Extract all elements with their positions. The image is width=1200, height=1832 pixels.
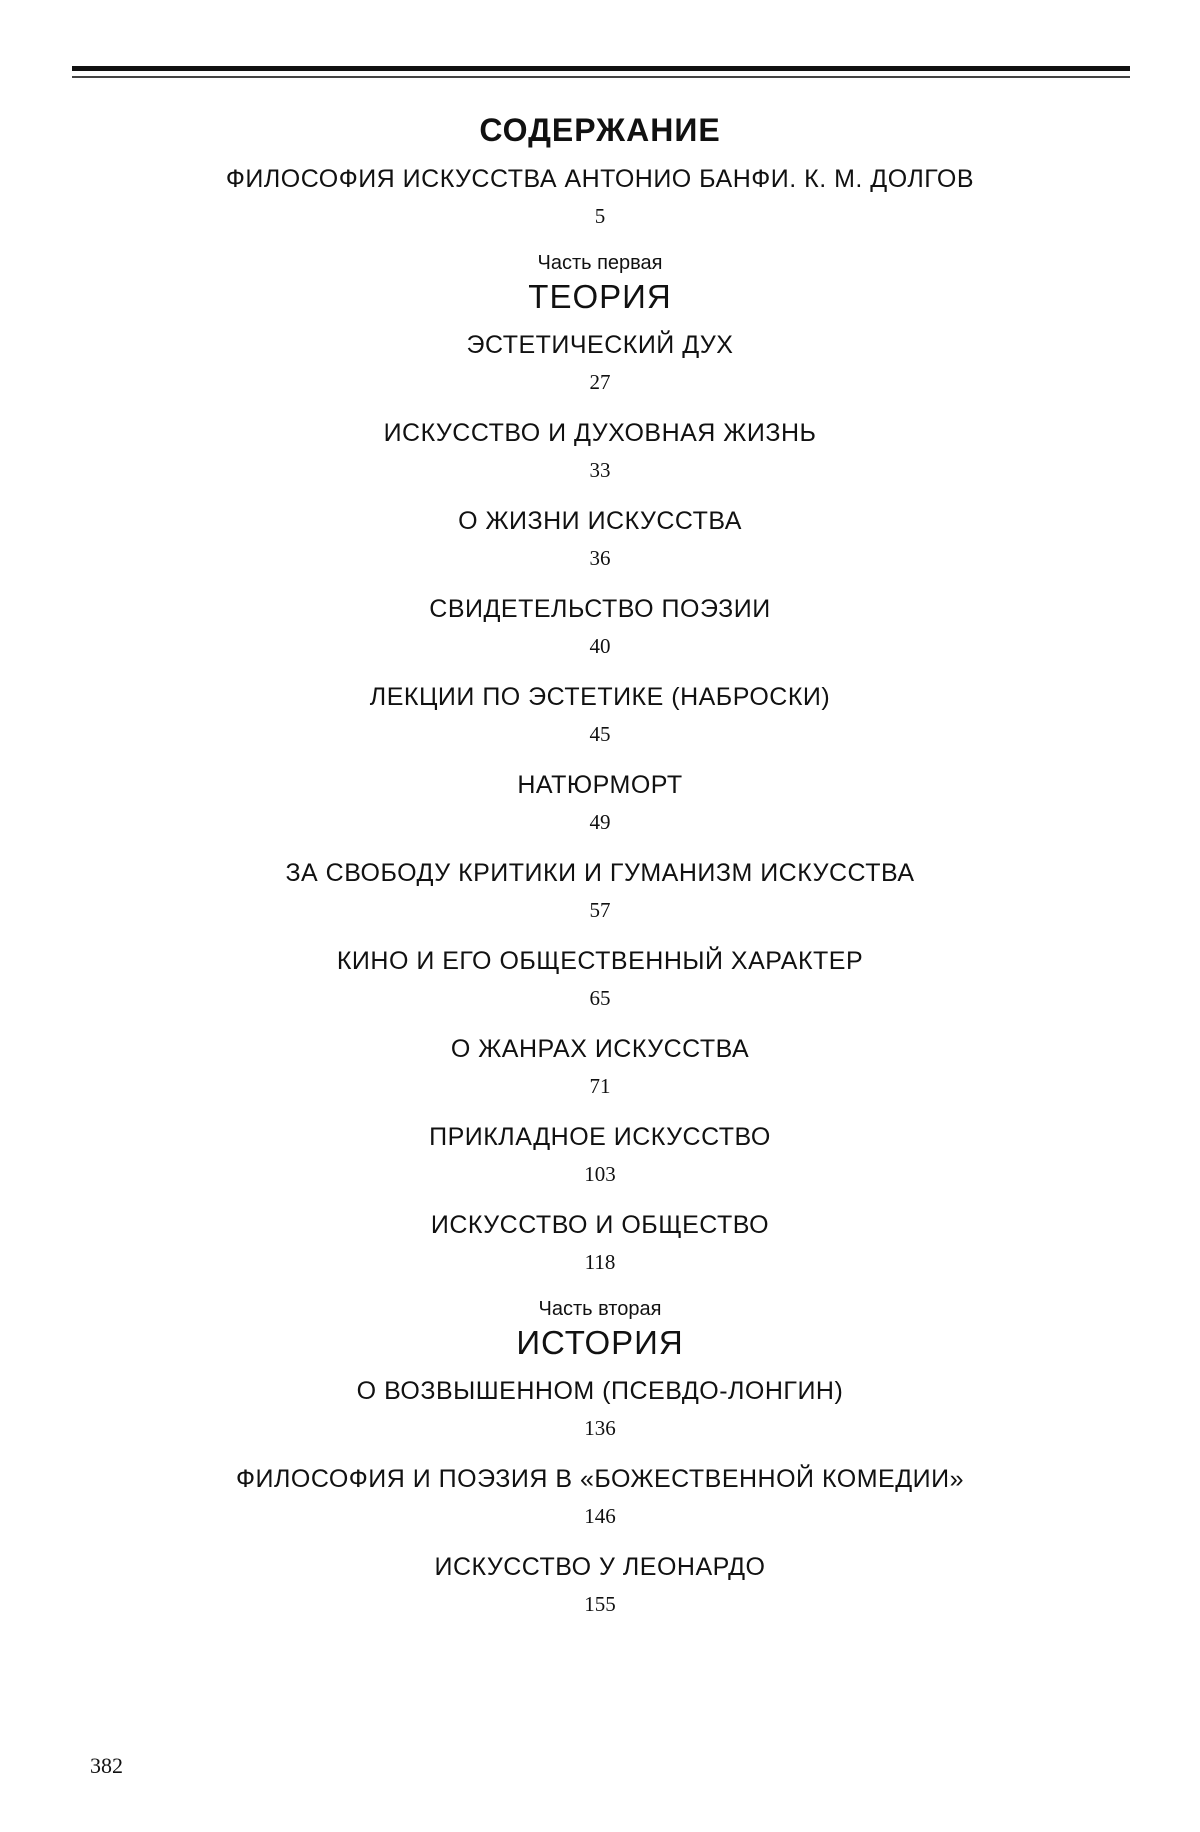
toc-entry-title: ФИЛОСОФИЯ И ПОЭЗИЯ В «БОЖЕСТВЕННОЙ КОМЕДИИ» bbox=[236, 1465, 964, 1493]
toc-entry-title: КИНО И ЕГО ОБЩЕСТВЕННЫЙ ХАРАКТЕР bbox=[336, 947, 864, 975]
toc-entry-page: 40 bbox=[589, 634, 611, 658]
toc-entry-title: НАТЮРМОРТ bbox=[517, 771, 683, 799]
toc-entry-title: ЭСТЕТИЧЕСКИЙ ДУХ bbox=[466, 331, 734, 359]
toc-entry-title: ИСКУССТВО И ОБЩЕСТВО bbox=[430, 1211, 770, 1239]
part-title: ТЕОРИЯ bbox=[528, 278, 672, 315]
top-rule-thin bbox=[72, 76, 1130, 78]
contents-heading: СОДЕРЖАНИЕ bbox=[479, 112, 721, 148]
toc-entry-page: 33 bbox=[589, 458, 611, 482]
part-title: ИСТОРИЯ bbox=[516, 1324, 684, 1361]
toc-entry-page: 146 bbox=[584, 1504, 616, 1528]
toc-entry-page: 155 bbox=[584, 1592, 616, 1616]
toc-entry-page: 57 bbox=[589, 898, 611, 922]
toc-entry-page: 36 bbox=[589, 546, 611, 570]
part-label: Часть вторая bbox=[538, 1298, 662, 1320]
toc-entry-page: 103 bbox=[584, 1162, 616, 1186]
toc-entry-title: СВИДЕТЕЛЬСТВО ПОЭЗИИ bbox=[429, 595, 771, 623]
toc-entry-page: 71 bbox=[589, 1074, 611, 1098]
toc-entry-title: ПРИКЛАДНОЕ ИСКУССТВО bbox=[429, 1123, 771, 1151]
toc-entry-title: О ЖИЗНИ ИСКУССТВА bbox=[458, 507, 742, 535]
toc-entry-title: ЛЕКЦИИ ПО ЭСТЕТИКЕ (НАБРОСКИ) bbox=[369, 683, 831, 711]
top-rule bbox=[72, 66, 1130, 71]
table-of-contents bbox=[0, 108, 1200, 1638]
page-number: 382 bbox=[90, 1753, 123, 1778]
toc-entry-page: 136 bbox=[584, 1416, 616, 1440]
toc-entry-page: 5 bbox=[594, 204, 606, 228]
toc-entry-title: ИСКУССТВО И ДУХОВНАЯ ЖИЗНЬ bbox=[383, 419, 817, 447]
toc-entry-page: 49 bbox=[589, 810, 611, 834]
toc-entry-title: ФИЛОСОФИЯ ИСКУССТВА АНТОНИО БАНФИ. К. М. ДОЛГОВ bbox=[225, 165, 975, 193]
toc-entry-title: О ЖАНРАХ ИСКУССТВА bbox=[450, 1035, 750, 1063]
toc-entry-page: 45 bbox=[589, 722, 611, 746]
part-label: Часть первая bbox=[537, 252, 663, 274]
toc-entry-page: 27 bbox=[589, 370, 611, 394]
toc-entry-title: О ВОЗВЫШЕННОМ (ПСЕВДО-ЛОНГИН) bbox=[356, 1377, 844, 1405]
toc-entry-title: ИСКУССТВО У ЛЕОНАРДО bbox=[434, 1553, 766, 1581]
toc-entry-page: 118 bbox=[584, 1250, 616, 1274]
toc-entry-title: ЗА СВОБОДУ КРИТИКИ И ГУМАНИЗМ ИСКУССТВА bbox=[285, 859, 915, 887]
toc-entry-page: 65 bbox=[589, 986, 611, 1010]
